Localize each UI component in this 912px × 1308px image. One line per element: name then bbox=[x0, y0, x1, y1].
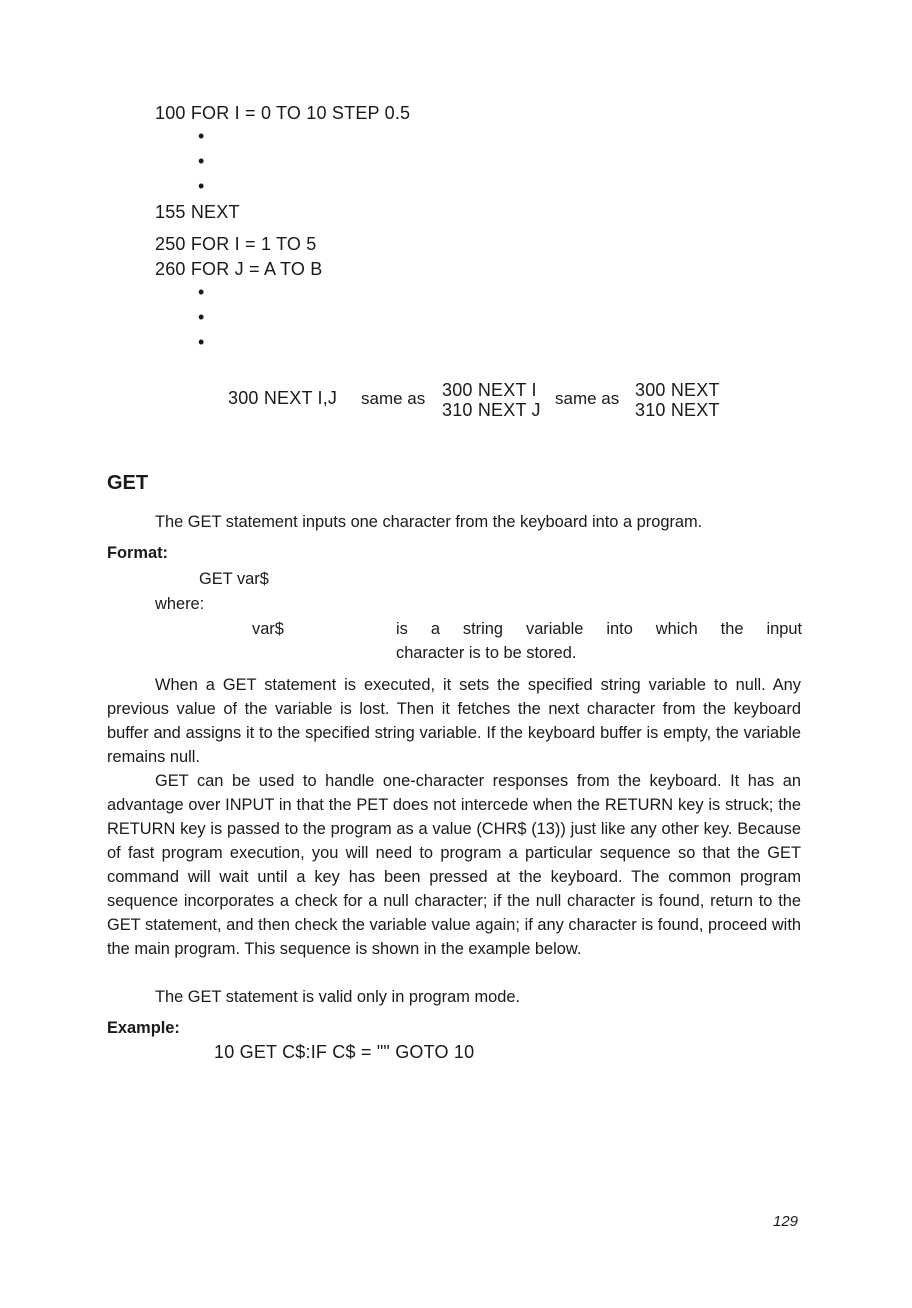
equivalence-left: 300 NEXT I,J bbox=[228, 388, 338, 408]
ellipsis-dot: • bbox=[198, 176, 205, 196]
param-name: var$ bbox=[252, 620, 284, 638]
where-label: where: bbox=[155, 595, 205, 613]
param-description-line-2: character is to be stored. bbox=[396, 644, 577, 662]
ellipsis-dot: • bbox=[198, 126, 205, 146]
paragraph-2: GET can be used to handle one-character responses from the keyboard. It has an advantage over INPUT in that the PET does not intercede when the RETURN key is struck; the RETURN key is passed to the program as a value (CHR$ (13)) just like any other key. Because of fast program execution, you will need to program a particular sequence so that the GET command will wait until a key has been pressed at the keyboard. The common program sequence incorporates a check for a null character; if the null character is found, return to the GET statement, and then check the variable value again; if any character is found, proceed with the main program. This sequence is shown in the example below. bbox=[107, 772, 801, 958]
same-as-text: same as bbox=[555, 389, 620, 408]
equivalence-mid-line-1: 300 NEXT I bbox=[442, 380, 537, 400]
paragraph-3: The GET statement is valid only in program mode. bbox=[155, 988, 521, 1006]
format-label: Format: bbox=[107, 544, 169, 562]
equivalence-mid-line-2: 310 NEXT J bbox=[442, 400, 541, 420]
ellipsis-dot: • bbox=[198, 307, 205, 327]
example-label: Example: bbox=[107, 1019, 180, 1037]
code-line-260: 260 FOR J = A TO B bbox=[155, 259, 323, 279]
param-description-line-1: is a string variable into which the input bbox=[396, 620, 802, 638]
code-line-100: 100 FOR I = 0 TO 10 STEP 0.5 bbox=[155, 103, 411, 123]
paragraph-1: When a GET statement is executed, it sets the specified string variable to null. Any previous value of the variable is lost. Then it fetches the next character from the keyboard buffer and assigns it to the specified string variable. If the keyboard buffer is empty, the variable remains null. bbox=[107, 676, 801, 766]
same-as-text: same as bbox=[361, 389, 426, 408]
ellipsis-dot: • bbox=[198, 332, 205, 352]
code-line-155: 155 NEXT bbox=[155, 202, 240, 222]
page-number: 129 bbox=[773, 1213, 799, 1230]
ellipsis-dot: • bbox=[198, 282, 205, 302]
code-line-250: 250 FOR I = 1 TO 5 bbox=[155, 234, 317, 254]
format-syntax: GET var$ bbox=[199, 570, 269, 588]
equivalence-right-line-2: 310 NEXT bbox=[635, 400, 720, 420]
section-intro: The GET statement inputs one character from the keyboard into a program. bbox=[155, 513, 703, 531]
ellipsis-dot: • bbox=[198, 151, 205, 171]
section-title: GET bbox=[107, 472, 149, 494]
equivalence-right-line-1: 300 NEXT bbox=[635, 380, 720, 400]
example-code: 10 GET C$:IF C$ = "" GOTO 10 bbox=[214, 1042, 475, 1062]
